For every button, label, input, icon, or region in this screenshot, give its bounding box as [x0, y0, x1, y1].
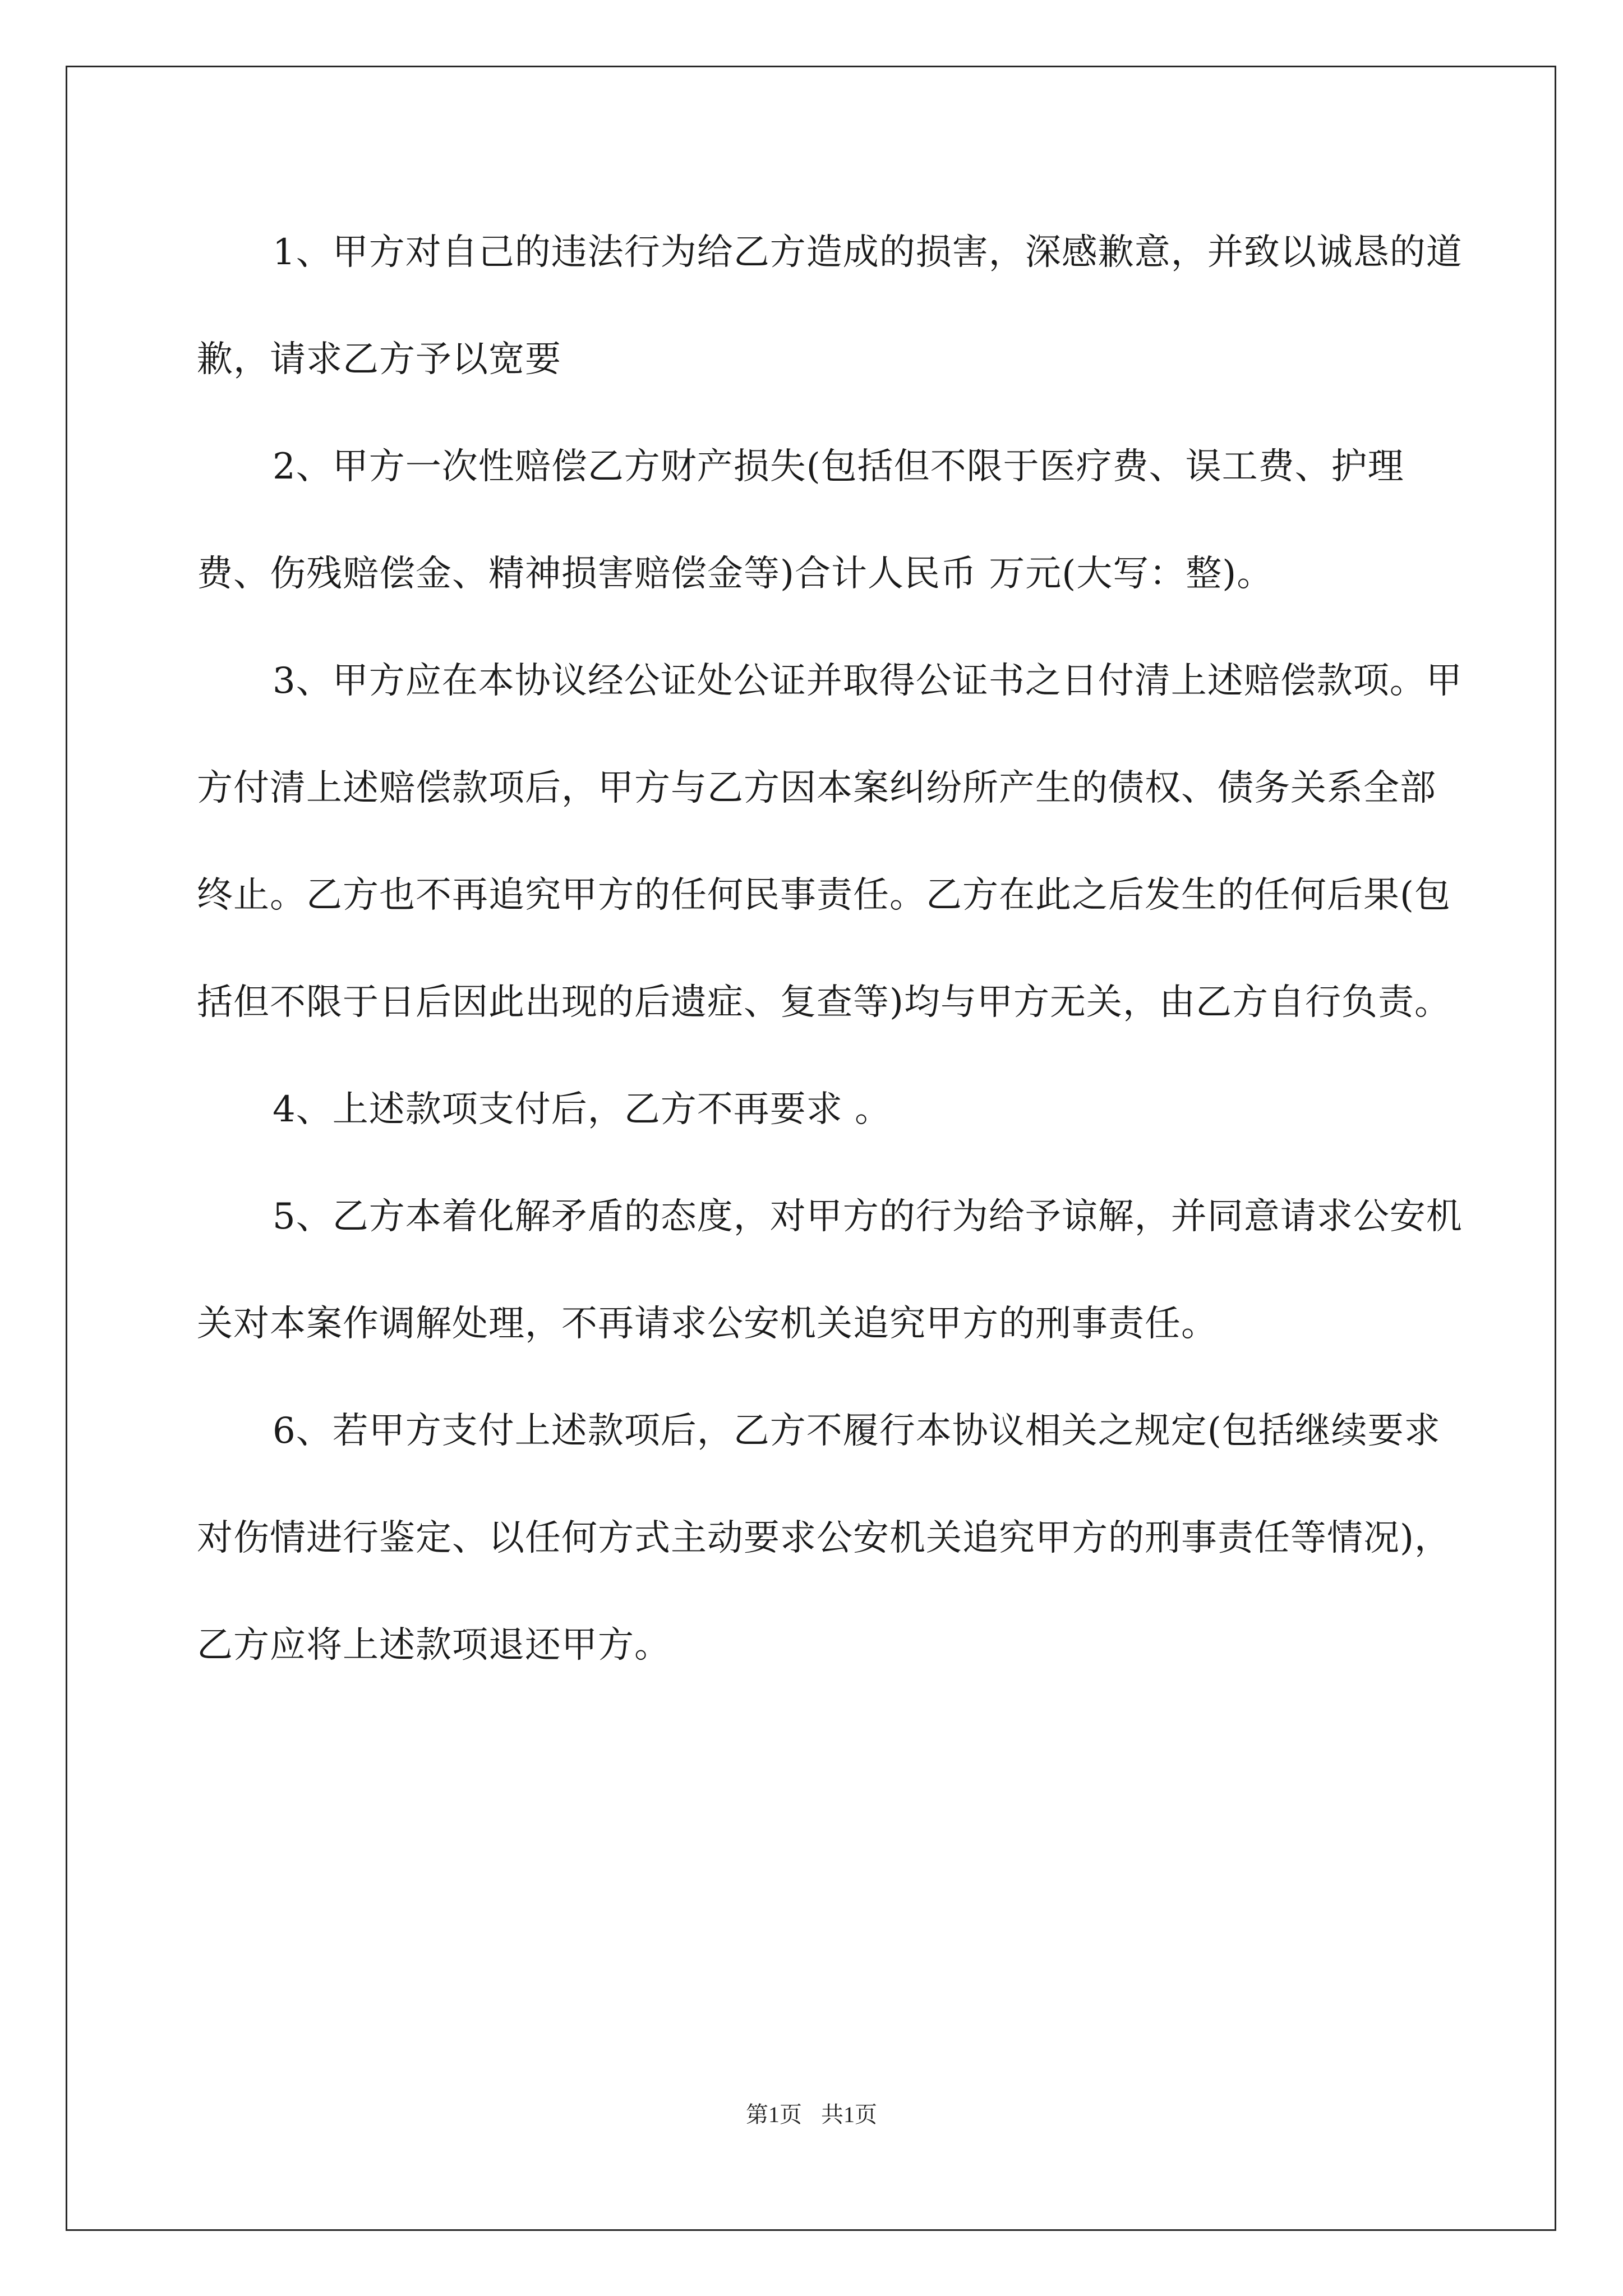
paragraph-1: 1、甲方对自己的违法行为给乙方造成的损害，深感歉意，并致以诚恳的道歉，请求乙方予以宽要 [197, 232, 1463, 380]
page-footer [0, 2097, 1623, 2129]
paragraph-6: 6、若甲方支付上述款项后，乙方不履行本协议相关之规定(包括继续要求对伤情进行鉴定、以任何方式主动要求公安机关追究甲方的刑事责任等情况)，乙方应将上述款项退还甲方。 [197, 1410, 1451, 1666]
page-number-total: 共1页 [821, 2102, 877, 2127]
page-number-current: 第1页 [746, 2102, 802, 2127]
paragraph-5: 5、乙方本着化解矛盾的态度，对甲方的行为给予谅解，并同意请求公安机关对本案作调解处理，不再请求公安机关追究甲方的刑事责任。 [197, 1196, 1463, 1345]
document-body [197, 199, 1464, 1699]
paragraph-4: 4、上述款项支付后，乙方不再要求 。 [273, 1089, 892, 1130]
paragraph-3: 3、甲方应在本协议经公证处公证并取得公证书之日付清上述赔偿款项。甲方付清上述赔偿款项后，甲方与乙方因本案纠纷所产生的债权、债务关系全部终止。乙方也不再追究甲方的任何民事责任。乙方在此之后发生的任何后果(包括但不限于日后因此出现的后遗症、复查等)均与甲方无关，由乙方自行负责。 [197, 660, 1463, 1023]
paragraph-2: 2、甲方一次性赔偿乙方财产损失(包括但不限于医疗费、误工费、护理费、伤残赔偿金、精神损害赔偿金等)合计人民币 万元(大写：整)。 [197, 446, 1404, 595]
